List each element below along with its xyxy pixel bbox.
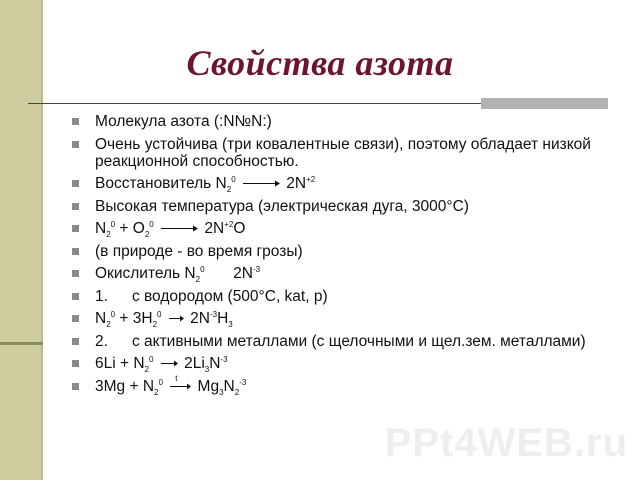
- superscript: 0: [200, 264, 205, 274]
- sidebar-stripe: [0, 342, 43, 345]
- list-item-nature: [70, 243, 630, 260]
- superscript: 0: [158, 377, 163, 387]
- subscript: 2: [234, 387, 240, 397]
- item-number: 1.: [95, 287, 108, 305]
- product-tail: N: [209, 355, 221, 372]
- bullet-list: [70, 113, 630, 400]
- reactant: N: [95, 310, 107, 327]
- subscript: 2: [144, 365, 149, 375]
- bullet-icon: [72, 248, 79, 255]
- bullet-icon: [72, 293, 79, 300]
- superscript: 0: [149, 354, 154, 364]
- subscript: 2: [144, 230, 150, 240]
- subscript: 3: [228, 320, 233, 330]
- list-item-metals: [70, 333, 630, 350]
- reaction-arrow-icon: [160, 224, 198, 233]
- product-tail: O: [233, 220, 246, 237]
- product-tail: N: [223, 377, 235, 395]
- item-text: с активными металлами (с щелочными и щел.зем. металлами): [131, 332, 586, 350]
- list-item-reaction-lithium: [70, 354, 630, 375]
- product: 2N: [190, 310, 210, 327]
- watermark-logo: PPt4WEB.ru: [384, 421, 628, 465]
- reactant: 6Li + N: [95, 355, 145, 372]
- bullet-icon: [72, 180, 79, 187]
- superscript: 0: [110, 219, 116, 229]
- bullet-icon: [72, 141, 79, 148]
- superscript: 0: [231, 174, 236, 184]
- superscript: +2: [224, 219, 234, 229]
- superscript: -3: [220, 354, 228, 364]
- item-prefix: Окислитель N: [95, 265, 196, 282]
- list-item-hydrogen: [70, 288, 630, 305]
- superscript: +2: [306, 174, 316, 184]
- superscript: 0: [157, 309, 162, 319]
- list-item-temperature: [70, 198, 630, 215]
- bullet-icon: [72, 203, 79, 210]
- subscript: 2: [195, 275, 201, 285]
- reaction-arrow-icon: [168, 314, 184, 323]
- list-item-stability: [70, 136, 630, 170]
- list-item-reducer: [70, 174, 630, 195]
- superscript: -3: [239, 377, 247, 387]
- bullet-icon: [72, 315, 79, 322]
- superscript: 0: [149, 219, 154, 229]
- subscript: 2: [226, 185, 232, 195]
- item-prefix: Восстановитель N: [95, 175, 227, 192]
- product: Mg: [197, 377, 220, 395]
- list-item-oxidizer: [70, 264, 630, 285]
- bullet-icon: [72, 225, 79, 232]
- list-item-reaction-hydrogen: [70, 309, 630, 330]
- bullet-icon: [72, 360, 79, 367]
- superscript: -3: [252, 264, 261, 274]
- slide-title: Свойства азота: [186, 43, 454, 83]
- bullet-icon: [72, 270, 79, 277]
- list-item-molecule: [70, 113, 630, 130]
- subscript: 3: [204, 365, 210, 375]
- product: 2N: [233, 265, 253, 282]
- item-text: Высокая температура (электрическая дуга, 3000°С): [95, 197, 469, 215]
- product: 2N: [286, 175, 307, 192]
- reactant: + 3H: [115, 310, 153, 327]
- reactant: + O: [115, 220, 145, 237]
- item-text: Очень устойчива (три ковалентные связи), поэтому обладает низкой реакционной способностью.: [95, 135, 591, 170]
- superscript: -3: [209, 309, 218, 319]
- subscript: 2: [106, 230, 111, 240]
- subscript: 2: [152, 320, 158, 330]
- title-accent-bar: [481, 98, 608, 109]
- list-item-reaction-oxygen: [70, 219, 630, 240]
- bullet-icon: [72, 383, 79, 390]
- product: 2N: [204, 220, 225, 237]
- list-item-reaction-magnesium: [70, 373, 630, 397]
- item-text: с водородом (500°С, kat, p): [131, 287, 328, 305]
- product: 2Li: [184, 355, 205, 372]
- reactant: 3Mg + N: [95, 377, 155, 395]
- bullet-icon: [72, 338, 79, 345]
- subscript: 3: [219, 387, 224, 397]
- reaction-arrow-icon: [160, 359, 178, 368]
- reaction-arrow-icon: [242, 179, 280, 188]
- subscript: 2: [106, 320, 111, 330]
- reaction-arrow-icon: t: [169, 382, 191, 391]
- item-text: (в природе - во время грозы): [95, 242, 303, 260]
- bullet-icon: [72, 118, 79, 125]
- reactant: N: [95, 220, 107, 237]
- product-tail: H: [217, 310, 229, 327]
- item-number: 2.: [95, 332, 108, 350]
- superscript: 0: [110, 309, 116, 319]
- item-text: Молекула азота (:N№N:): [95, 113, 272, 130]
- subscript: 2: [154, 387, 159, 397]
